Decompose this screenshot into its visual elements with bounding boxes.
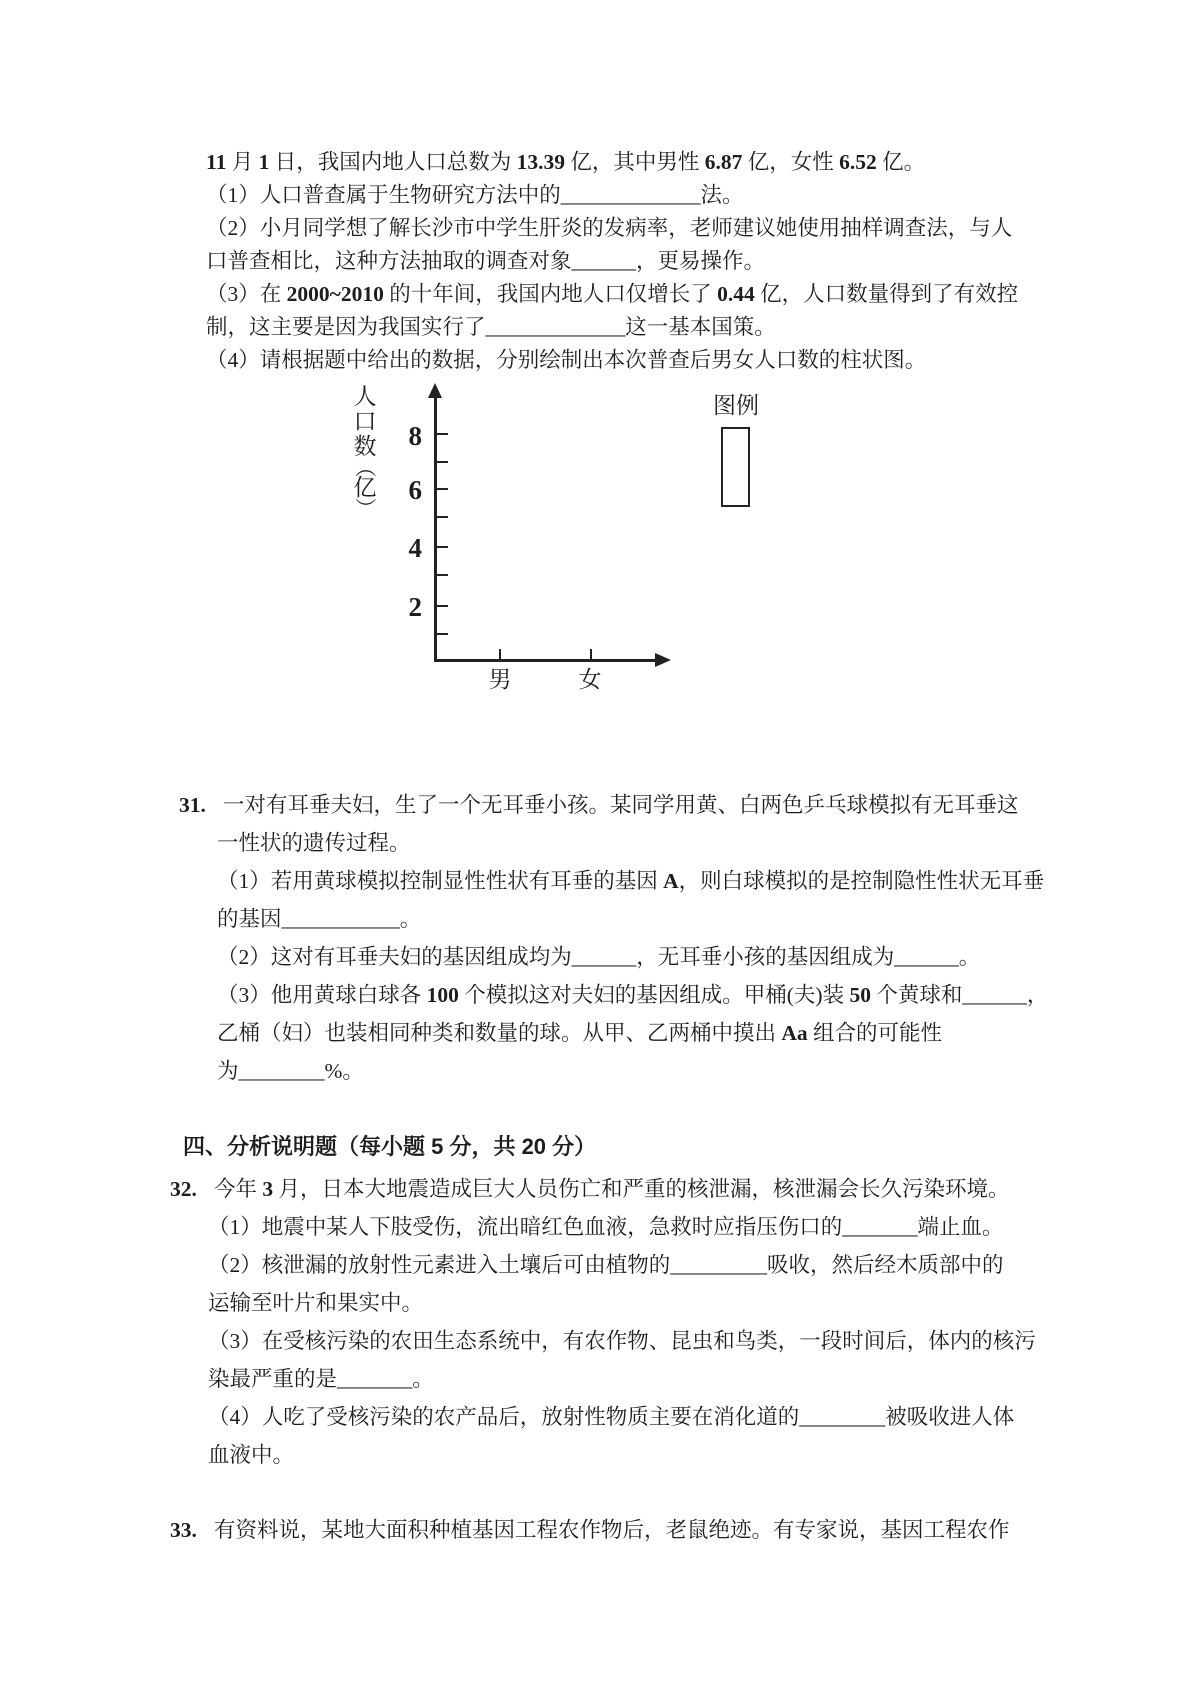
- y-axis-tick: [437, 546, 448, 548]
- y-tick-label-2: 2: [408, 592, 422, 622]
- q30-subitem-3: （3）在 2000~2010 的十年间，我国内地人口仅增长了 0.44 亿，人口数量得到了有效控: [206, 282, 1019, 306]
- q31-subitem-2: （2）这对有耳垂夫妇的基因组成均为______，无耳垂小孩的基因组成为______。: [217, 945, 981, 969]
- y-axis-title-char: 数: [353, 434, 377, 459]
- q30-subitem-4: （4）请根据题中给出的数据，分别绘制出本次普查后男女人口数的柱状图。: [206, 348, 927, 372]
- y-axis-title-paren-close: ）: [353, 497, 377, 519]
- q33-line-1: [170, 1511, 1030, 1549]
- y-axis-title-paren-open: （: [353, 456, 377, 478]
- q31-text: 一对有耳垂夫妇，生了一个无耳垂小孩。某同学用黄、白两色乒乓球模拟有无耳垂这: [223, 793, 1019, 817]
- q30-subitem-1: （1）人口普查属于生物研究方法中的_____________法。: [206, 183, 744, 207]
- q30-subitem-3-cont: 制，这主要是因为我国实行了_____________这一基本国策。: [206, 315, 776, 339]
- q32-text: 今年 3 月，日本大地震造成巨大人员伤亡和严重的核泄漏，核泄漏会长久污染环境。: [214, 1177, 1010, 1201]
- q32-subitem-1: （1）地震中某人下肢受伤，流出暗红色血液，急救时应指压伤口的_______端止血。: [208, 1215, 1004, 1239]
- y-axis-tick: [437, 488, 448, 490]
- q31-subitem-3-cont2: 为________%。: [217, 1059, 364, 1083]
- q30-subitem-2-cont: 口普查相比，这种方法抽取的调查对象______，更易操作。: [206, 249, 766, 273]
- q30-subitem-2: （2）小月同学想了解长沙市中学生肝炎的发病率，老师建议她使用抽样调查法，与人: [206, 216, 1013, 240]
- y-axis-tick: [437, 605, 448, 607]
- q32-subitem-3-cont: 染最严重的是_______。: [208, 1367, 434, 1391]
- q32-line-1: [170, 1170, 1030, 1208]
- y-tick-label-4: 4: [408, 533, 422, 563]
- q30-intro-line: 11 月 1 日，我国内地人口总数为 13.39 亿，其中男性 6.87 亿，女性 6.52 亿。: [206, 150, 926, 174]
- question-32-block: [170, 1170, 1036, 1474]
- y-tick-label-6: 6: [408, 475, 422, 505]
- q31-subitem-3: （3）他用黄球白球各 100 个模拟这对夫妇的基因组成。甲桶(夫)装 50 个黄球和______，: [217, 983, 1049, 1007]
- y-tick-label-8: 8: [408, 421, 422, 451]
- x-category-label-male: 男: [488, 667, 512, 692]
- x-category-label-female: 女: [578, 667, 602, 692]
- q31-subitem-3-cont: 乙桶（妇）也装相同种类和数量的球。从甲、乙两桶中摸出 Aa 组合的可能性: [217, 1021, 943, 1045]
- legend-title: 图例: [713, 393, 759, 418]
- x-axis-tick-female: [590, 649, 592, 659]
- question-33-block: [170, 1511, 1030, 1549]
- y-axis-tick: [437, 461, 448, 463]
- y-axis-title-char: 人: [353, 384, 377, 409]
- q33-number: 33.: [170, 1518, 197, 1542]
- question-31-block: [179, 786, 1049, 1090]
- q31-number: 31.: [179, 793, 206, 817]
- q32-subitem-2: （2）核泄漏的放射性元素进入土壤后可由植物的_________吸收，然后经木质部中的: [208, 1253, 1004, 1277]
- x-axis-arrow-icon: [655, 653, 671, 667]
- x-axis-line: [434, 659, 658, 662]
- y-axis-arrow-icon: [428, 383, 442, 398]
- q31-line-2: 一性状的遗传过程。: [217, 831, 411, 855]
- y-axis-title-char: 口: [353, 409, 377, 434]
- section-4-heading: 四、分析说明题（每小题 5 分，共 20 分）: [183, 1134, 597, 1159]
- y-axis-tick: [437, 433, 448, 435]
- q32-subitem-2-cont: 运输至叶片和果实中。: [208, 1291, 424, 1315]
- y-axis-title-char: 亿: [353, 475, 377, 500]
- q32-subitem-4-cont: 血液中。: [208, 1443, 295, 1467]
- y-axis-title: [350, 384, 380, 519]
- bar-chart-canvas: [0, 0, 1200, 720]
- y-axis-tick: [437, 633, 448, 635]
- y-axis-tick: [437, 574, 448, 576]
- q32-subitem-4: （4）人吃了受核污染的农产品后，放射性物质主要在消化道的________被吸收进人体: [208, 1405, 1015, 1429]
- y-axis-tick: [437, 516, 448, 518]
- q32-number: 32.: [170, 1177, 197, 1201]
- legend-swatch-box: [721, 427, 750, 507]
- q31-subitem-1-cont: 的基因___________。: [217, 907, 422, 931]
- q33-text: 有资料说，某地大面积种植基因工程农作物后，老鼠绝迹。有专家说，基因工程农作: [214, 1518, 1010, 1542]
- y-axis-line: [434, 397, 437, 662]
- q32-subitem-3: （3）在受核污染的农田生态系统中，有农作物、昆虫和鸟类，一段时间后，体内的核污: [208, 1329, 1036, 1353]
- q31-line-1: [179, 786, 1039, 824]
- x-axis-tick-male: [499, 649, 501, 659]
- q31-subitem-1: （1）若用黄球模拟控制显性性状有耳垂的基因 A，则白球模拟的是控制隐性性状无耳垂: [217, 869, 1045, 893]
